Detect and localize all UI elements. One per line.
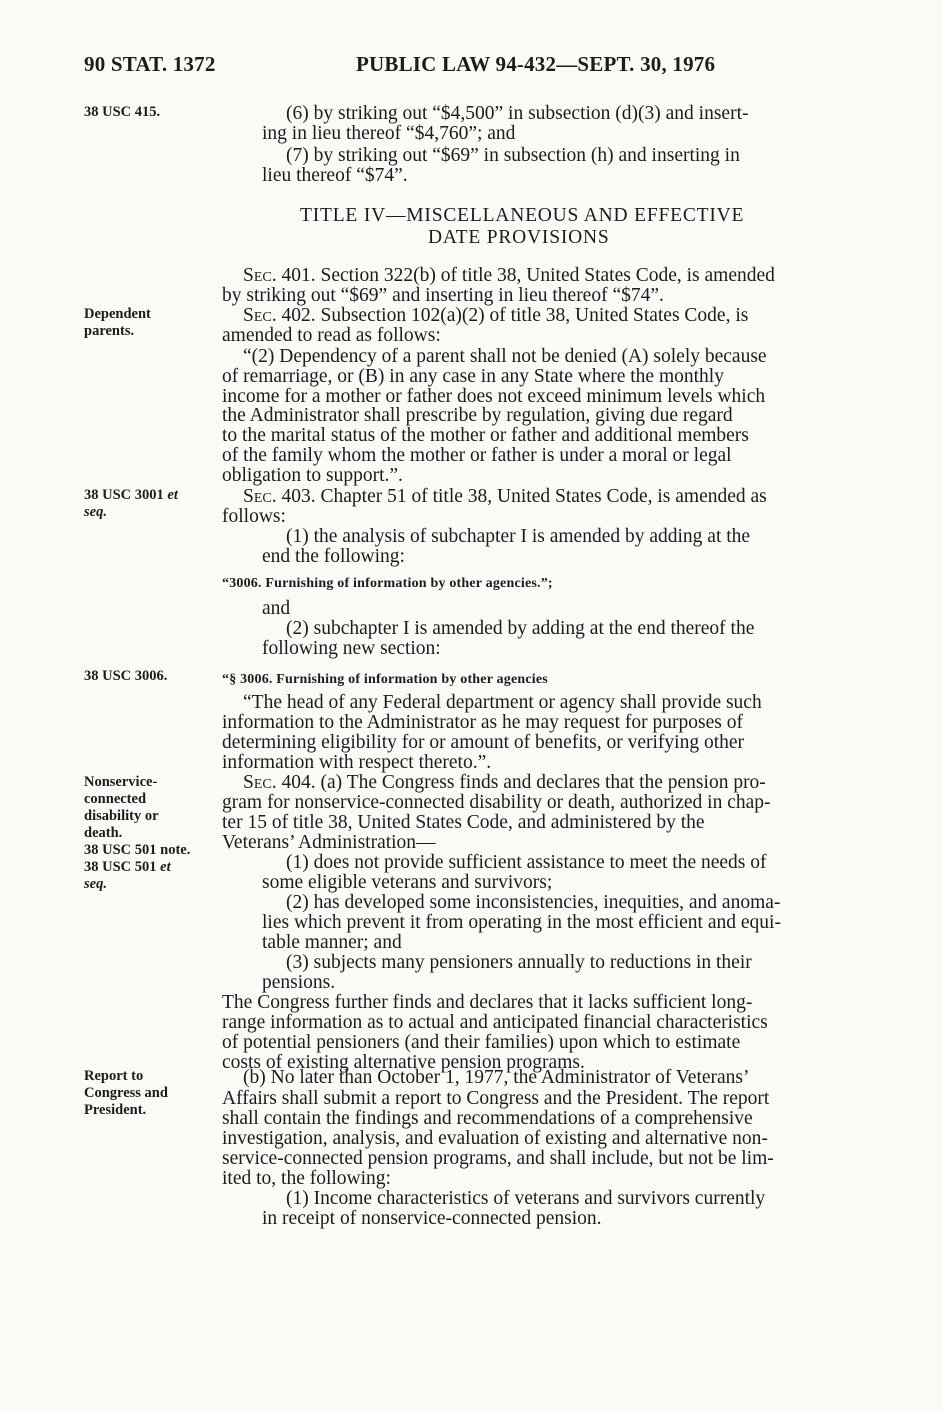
margin-note-dependent-parents: Dependent parents. — [84, 306, 151, 339]
section-404: Sec. 404. (a) The Congress finds and declares that the pension pro- — [243, 772, 766, 793]
text-line: end the following: — [262, 546, 405, 567]
text-line: the Administrator shall prescribe by regulation, giving due regard — [222, 405, 733, 426]
text-line: Veterans’ Administration— — [222, 832, 436, 853]
text-line: (b) No later than October 1, 1977, the Administrator of Veterans’ — [243, 1067, 750, 1088]
section-403: Sec. 403. Chapter 51 of title 38, United States Code, is amended as — [243, 486, 767, 507]
margin-note-nonservice-connected: Nonservice- connected disability or death. 38 USC 501 note. 38 USC 501 et seq. — [84, 774, 191, 892]
text-line: to the marital status of the mother or father and additional members — [222, 425, 749, 446]
public-law-header: PUBLIC LAW 94-432—SEPT. 30, 1976 — [356, 52, 716, 76]
text-line: by striking out “$69” and inserting in lieu thereof “$74”. — [222, 285, 664, 306]
section-401: Sec. 401. Section 322(b) of title 38, United States Code, is amended — [243, 265, 775, 286]
text-line: determining eligibility for or amount of benefits, or verifying other — [222, 732, 745, 753]
text-line: ing in lieu thereof “$4,760”; and — [262, 123, 516, 144]
text-line: ited to, the following: — [222, 1168, 391, 1189]
text-line: of remarriage, or (B) in any case in any State where the monthly — [222, 366, 724, 387]
stat-page-number: 90 STAT. 1372 — [84, 52, 216, 76]
margin-note-38usc3006: 38 USC 3006. — [84, 668, 168, 684]
section-3006-heading: “§ 3006. Furnishing of information by other agencies — [222, 672, 548, 687]
text-line: “The head of any Federal department or agency shall provide such — [243, 692, 762, 713]
text-line: service-connected pension programs, and shall include, but not be lim- — [222, 1148, 774, 1169]
text-line: of potential pensioners (and their families) upon which to estimate — [222, 1032, 741, 1053]
text-line: (1) the analysis of subchapter I is amended by adding at the — [286, 526, 751, 547]
text-line: gram for nonservice-connected disability or death, authorized in chap- — [222, 792, 771, 813]
text-line: (3) subjects many pensioners annually to reductions in their — [286, 952, 752, 973]
text-line: (1) does not provide sufficient assistance to meet the needs of — [286, 852, 767, 873]
text-line: (2) subchapter I is amended by adding at the end thereof the — [286, 618, 755, 639]
text-line: (6) by striking out “$4,500” in subsection (d)(3) and insert- — [286, 103, 749, 124]
text-line: follows: — [222, 506, 286, 527]
text-line: obligation to support.”. — [222, 465, 403, 486]
text-line: range information as to actual and anticipated financial characteristics — [222, 1012, 768, 1033]
text-line: in receipt of nonservice-connected pension. — [262, 1208, 602, 1229]
text-line: (1) Income characteristics of veterans and survivors currently — [286, 1188, 766, 1209]
text-line: shall contain the findings and recommendations of a comprehensive — [222, 1108, 753, 1129]
analysis-entry: “3006. Furnishing of information by other agencies.”; — [222, 576, 553, 591]
text-line: some eligible veterans and survivors; — [262, 872, 553, 893]
text-line: table manner; and — [262, 932, 402, 953]
text-line: and — [262, 598, 291, 619]
text-line: information with respect thereto.”. — [222, 752, 492, 773]
text-line: pensions. — [262, 972, 336, 993]
text-line: (7) by striking out “$69” in subsection (h) and inserting in — [286, 145, 740, 166]
text-line: lieu thereof “$74”. — [262, 165, 408, 186]
text-line: investigation, analysis, and evaluation of existing and alternative non- — [222, 1128, 768, 1149]
section-402: Sec. 402. Subsection 102(a)(2) of title 38, United States Code, is — [243, 305, 749, 326]
text-line: lies which prevent it from operating in the most efficient and equi- — [262, 912, 781, 933]
text-line: The Congress further finds and declares that it lacks sufficient long- — [222, 992, 753, 1013]
title-heading: DATE PROVISIONS — [428, 227, 610, 248]
title-heading: TITLE IV—MISCELLANEOUS AND EFFECTIVE — [300, 205, 745, 226]
text-line: amended to read as follows: — [222, 325, 441, 346]
margin-note-38usc415: 38 USC 415. — [84, 104, 161, 120]
margin-note-38usc3001: 38 USC 3001 et seq. — [84, 487, 178, 520]
text-line: information to the Administrator as he may request for purposes of — [222, 712, 743, 733]
margin-note-report-to-congress: Report to Congress and President. — [84, 1068, 168, 1118]
text-line: of the family whom the mother or father is under a moral or legal — [222, 445, 732, 466]
text-line: “(2) Dependency of a parent shall not be denied (A) solely because — [243, 346, 767, 367]
text-line: ter 15 of title 38, United States Code, and administered by the — [222, 812, 705, 833]
text-line: (2) has developed some inconsistencies, inequities, and anoma- — [286, 892, 781, 913]
text-line: costs of existing alternative pension programs. — [222, 1052, 585, 1073]
text-line: following new section: — [262, 638, 441, 659]
text-line: income for a mother or father does not exceed minimum levels which — [222, 386, 766, 407]
text-line: Affairs shall submit a report to Congress and the President. The report — [222, 1088, 770, 1109]
